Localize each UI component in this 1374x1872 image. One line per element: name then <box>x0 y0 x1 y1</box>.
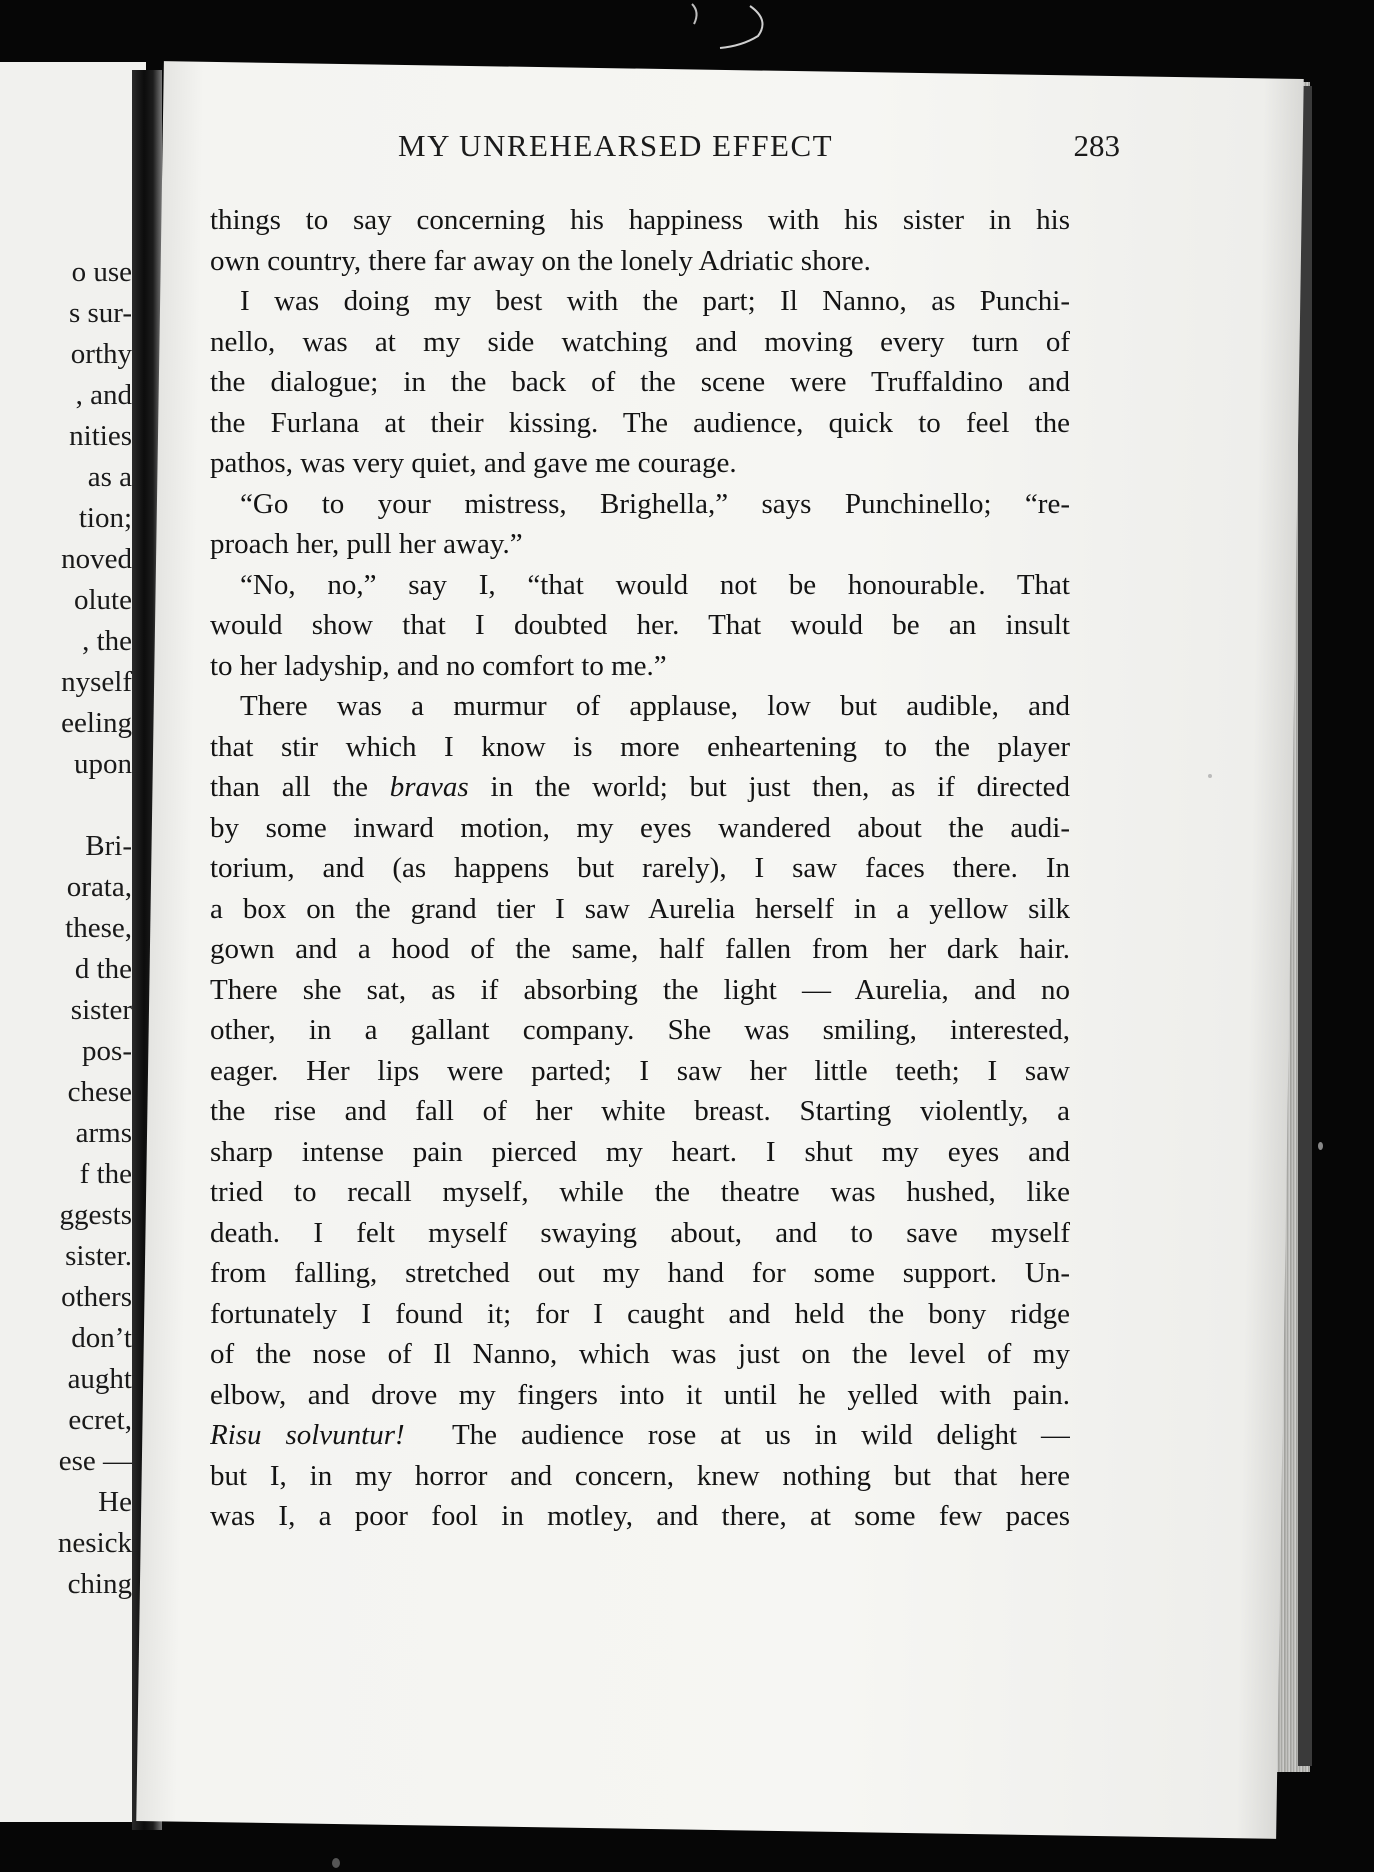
previous-page-line: orthy <box>70 338 132 370</box>
previous-page-line: orata, <box>66 871 132 903</box>
text-line: the Furlana at their kissing. The audience, quick to feel the <box>210 406 1070 439</box>
binding-thread-mark <box>680 2 790 54</box>
previous-page-line: sister <box>70 994 132 1026</box>
previous-page-line: olute <box>74 584 132 616</box>
page-edge-shadow <box>1298 86 1312 1766</box>
text-line: sharp intense pain pierced my heart. I shut my eyes and <box>210 1135 1070 1168</box>
text-fragment: The audience rose at us in wild delight — <box>451 1419 1070 1451</box>
text-line: There she sat, as if absorbing the light — Aurelia, and no <box>210 973 1070 1006</box>
previous-page-line <box>0 785 132 826</box>
previous-page-line: tion; <box>78 502 132 534</box>
text-line: death. I felt myself swaying about, and to save myself <box>210 1216 1070 1249</box>
previous-page-line: nesick <box>57 1527 132 1559</box>
text-line: I was doing my best with the part; Il Nanno, as Punchi- <box>240 285 1070 317</box>
previous-page-line: nities <box>69 420 132 452</box>
text-line: other, in a gallant company. She was smiling, interested, <box>210 1014 1070 1046</box>
previous-page-line: o use <box>71 256 132 288</box>
previous-page-line: aught <box>67 1363 132 1395</box>
text-line: pathos, was very quiet, and gave me courage. <box>210 447 737 479</box>
previous-page-line: nyself <box>61 666 132 698</box>
previous-page-line: He <box>98 1486 132 1518</box>
previous-page-line: others <box>61 1281 132 1313</box>
previous-page-line: sister. <box>65 1240 132 1272</box>
text-line-with-italic <box>210 767 1070 808</box>
italic-phrase-risu: Risu solvuntur! <box>210 1419 405 1451</box>
text-line: tried to recall myself, while the theatre was hushed, like <box>210 1176 1070 1208</box>
previous-page-text <box>0 252 132 1605</box>
previous-page-line: these, <box>65 912 132 944</box>
previous-page-line: pos- <box>82 1035 132 1067</box>
text-line: proach her, pull her away.” <box>210 528 523 560</box>
text-line: There was a murmur of applause, low but audible, and <box>240 690 1070 722</box>
text-line: own country, there far away on the lonely Adriatic shore. <box>210 244 871 277</box>
text-line: torium, and (as happens but rarely), I saw faces there. In <box>210 852 1070 884</box>
text-line: a box on the grand tier I saw Aurelia herself in a yellow silk <box>210 892 1070 925</box>
previous-page-line: d the <box>74 953 132 985</box>
previous-page-line: ggests <box>59 1199 132 1231</box>
text-fragment: in the world; but just then, as if directed <box>490 771 1070 803</box>
italic-word-bravas: bravas <box>389 771 469 803</box>
body-text <box>210 200 1070 1537</box>
paper-speck <box>1208 774 1212 778</box>
previous-page-line: ecret, <box>68 1404 132 1436</box>
previous-page-fragment <box>0 62 146 1822</box>
text-line: was I, a poor fool in motley, and there, at some few paces <box>210 1500 1070 1532</box>
text-line: eager. Her lips were parted; I saw her little teeth; I saw <box>210 1054 1070 1087</box>
text-line: elbow, and drove my fingers into it until he yelled with pain. <box>210 1378 1070 1411</box>
previous-page-line: chese <box>67 1076 132 1108</box>
text-line: of the nose of Il Nanno, which was just on the level of my <box>210 1338 1070 1370</box>
text-line: would show that I doubted her. That would be an insult <box>210 609 1070 641</box>
page-number: 283 <box>1073 128 1120 163</box>
previous-page-line: as a <box>87 461 132 493</box>
running-head: MY UNREHEARSED EFFECT <box>398 128 834 163</box>
text-line-with-italic <box>210 1415 1070 1456</box>
previous-page-line: , the <box>82 625 132 657</box>
previous-page-line: don’t <box>71 1322 132 1354</box>
previous-page-line: s sur- <box>68 297 132 329</box>
text-line: the rise and fall of her white breast. Starting violently, a <box>210 1095 1070 1127</box>
previous-page-line: eeling <box>61 707 132 739</box>
previous-page-line: noved <box>61 543 132 575</box>
previous-page-line: ching <box>67 1568 132 1600</box>
text-line: “No, no,” say I, “that would not be honourable. That <box>240 568 1070 601</box>
previous-page-line: Bri- <box>85 830 132 862</box>
text-fragment: than all the <box>210 771 368 803</box>
previous-page-line: ese — <box>58 1445 132 1477</box>
page-header <box>240 128 1120 172</box>
text-line: gown and a hood of the same, half fallen from her dark hair. <box>210 933 1070 965</box>
text-line: but I, in my horror and concern, knew nothing but that here <box>210 1459 1070 1492</box>
text-line: the dialogue; in the back of the scene were Truffaldino and <box>210 366 1070 398</box>
text-line: that stir which I know is more enheartening to the player <box>210 730 1070 763</box>
text-line: from falling, stretched out my hand for some support. Un- <box>210 1257 1070 1289</box>
previous-page-line: , and <box>75 379 132 411</box>
paper-speck <box>332 1858 340 1868</box>
text-line: “Go to your mistress, Brighella,” says Punchinello; “re- <box>240 487 1070 520</box>
previous-page-line: arms <box>75 1117 132 1149</box>
text-line: nello, was at my side watching and moving every turn of <box>210 325 1070 358</box>
previous-page-line: f the <box>79 1158 132 1190</box>
text-line: things to say concerning his happiness with his sister in his <box>210 204 1070 236</box>
previous-page-line: upon <box>74 748 132 780</box>
text-line: to her ladyship, and no comfort to me.” <box>210 649 667 682</box>
text-line: fortunately I found it; for I caught and held the bony ridge <box>210 1297 1070 1330</box>
text-line: by some inward motion, my eyes wandered about the audi- <box>210 811 1070 844</box>
paper-speck <box>1318 1142 1323 1150</box>
